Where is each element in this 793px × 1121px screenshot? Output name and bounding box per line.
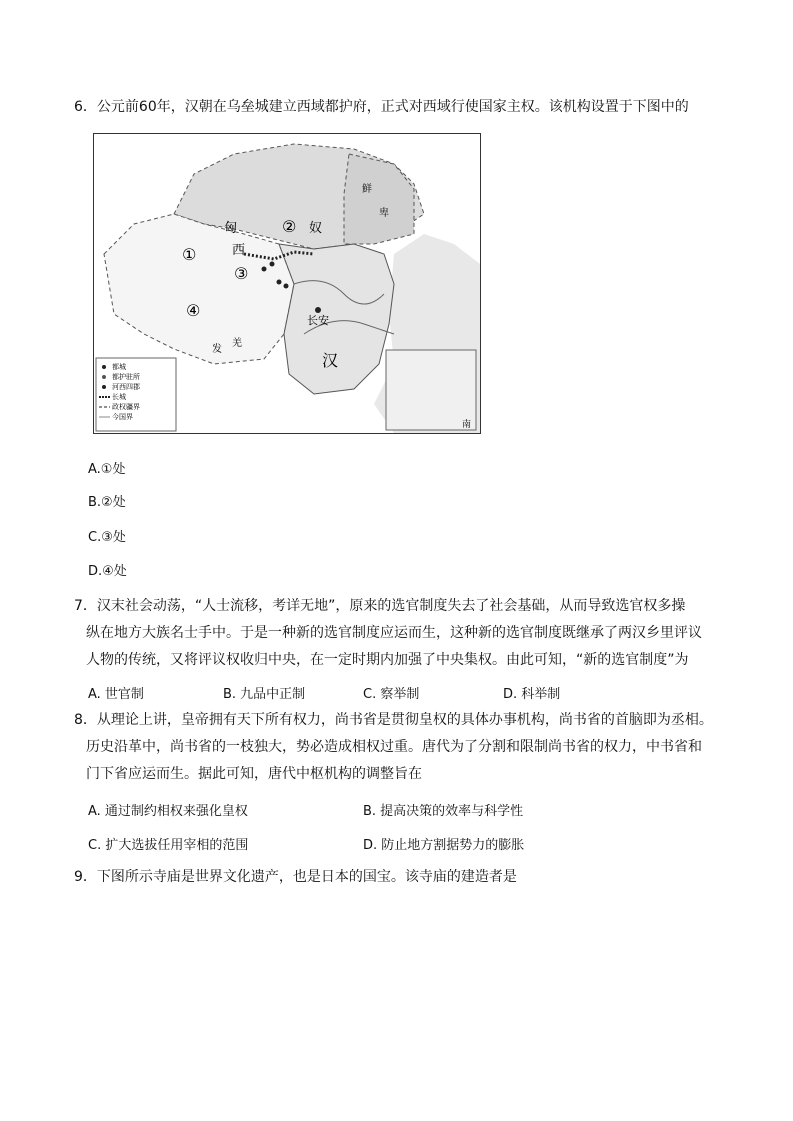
q6-option-a[interactable]: A.①处 <box>88 462 126 477</box>
map-label-qiang: 羌 <box>232 338 242 349</box>
question-6-stem: 6．公元前60年，汉朝在乌垒城建立西域都护府，正式对西域行使国家主权。该机构设置于下图中的 <box>74 99 689 115</box>
western-han-map <box>93 133 481 434</box>
q7-option-a[interactable]: A. 世官制 <box>88 687 144 702</box>
map-marker-4: ④ <box>186 301 201 320</box>
q8-option-d[interactable]: D. 防止地方割据势力的膨胀 <box>363 838 525 853</box>
map-label-xi: 西 <box>232 243 246 258</box>
question-9-stem: 9．下图所示寺庙是世界文化遗产，也是日本的国宝。该寺庙的建造者是 <box>74 869 517 885</box>
question-8-line-2: 历史沿革中，尚书省的一枝独大，势必造成相权过重。唐代为了分割和限制尚书省的权力，中书省和 <box>86 739 702 755</box>
question-7-line-3: 人物的传统，又将评议权收归中央，在一定时期内加强了中央集权。由此可知，“新的选官制度”为 <box>86 652 689 668</box>
question-8-line-3: 门下省应运而生。据此可知，唐代中枢机构的调整旨在 <box>86 766 422 782</box>
legend-capital: 都城 <box>112 363 126 371</box>
q6-option-d[interactable]: D.④处 <box>88 564 127 579</box>
map-label-nu: 奴 <box>309 221 323 236</box>
map-marker-1: ① <box>182 245 197 264</box>
question-7-line-2: 纵在地方大族名士手中。于是一种新的选官制度应运而生，这种新的选官制度既继承了两汉乡里评议 <box>86 625 702 641</box>
map-label-fa: 发 <box>212 344 222 355</box>
legend-hexi: 河西四郡 <box>112 383 140 391</box>
map-label-nan: 南 <box>462 420 472 430</box>
map-label-han: 汉 <box>322 351 339 370</box>
legend-wall: 长城 <box>112 393 126 401</box>
legend-modern: 今国界 <box>112 413 133 421</box>
map-marker-2: ② <box>282 217 297 236</box>
map-label-bei: 卑 <box>379 208 389 219</box>
q6-option-b[interactable]: B.②处 <box>88 495 126 510</box>
q8-option-c[interactable]: C. 扩大选拔任用宰相的范围 <box>88 838 249 853</box>
q7-option-c[interactable]: C. 察举制 <box>363 687 420 702</box>
question-8-line-1: 8．从理论上讲，皇帝拥有天下所有权力，尚书省是贯彻皇权的具体办事机构，尚书省的首脑即为丞相。 <box>74 712 713 728</box>
q8-option-a[interactable]: A. 通过制约相权来强化皇权 <box>88 804 248 819</box>
q6-option-c[interactable]: C.③处 <box>88 530 126 545</box>
question-7-line-1: 7．汉末社会动荡，“人士流移，考详无地”，原来的选官制度失去了社会基础，从而导致选官权多操 <box>74 598 686 614</box>
map-label-xiong: 匈 <box>224 221 238 236</box>
map-marker-3: ③ <box>234 264 249 283</box>
q8-option-b[interactable]: B. 提高决策的效率与科学性 <box>363 804 524 819</box>
q7-option-d[interactable]: D. 科举制 <box>503 687 561 702</box>
map-label-changan: 长安 <box>307 314 329 327</box>
map-label-xian: 鲜 <box>362 184 372 195</box>
legend-border: 政权疆界 <box>112 403 140 411</box>
q7-option-b[interactable]: B. 九品中正制 <box>223 687 306 702</box>
legend-protectorate: 都护驻所 <box>112 373 140 381</box>
